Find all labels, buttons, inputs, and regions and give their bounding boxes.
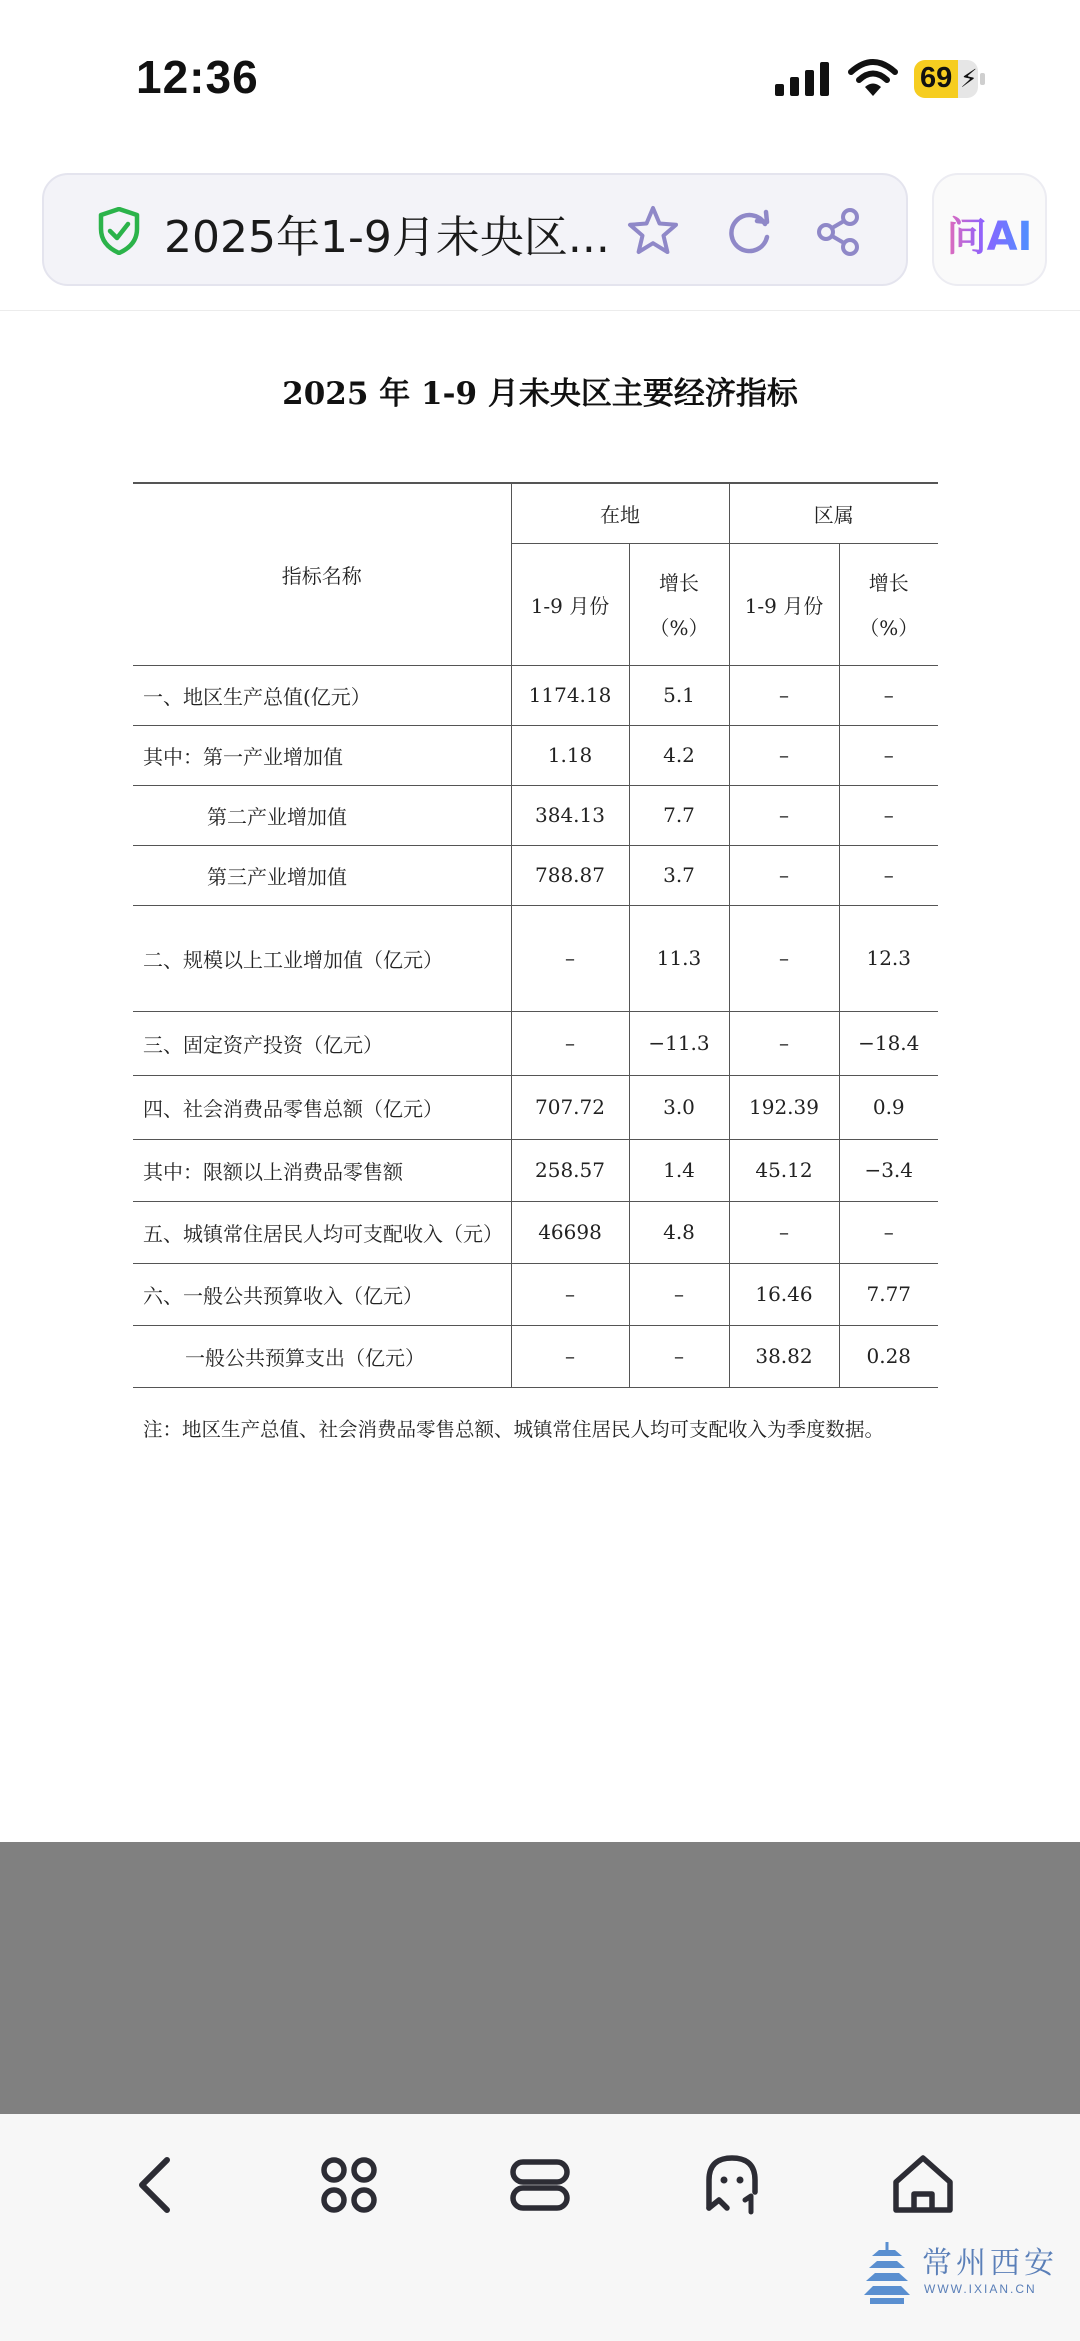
local-value-cell: –: [511, 905, 629, 1011]
local-growth-cell: −11.3: [629, 1011, 729, 1075]
district-value-cell: –: [729, 785, 839, 845]
district-value-cell: –: [729, 1201, 839, 1263]
district-value-cell: 192.39: [729, 1075, 839, 1139]
indicator-name-cell: 六、一般公共预算收入（亿元）: [133, 1263, 511, 1325]
address-bar[interactable]: [42, 173, 908, 286]
district-growth-cell: –: [839, 785, 938, 845]
local-growth-cell: 3.7: [629, 845, 729, 905]
local-value-cell: 788.87: [511, 845, 629, 905]
watermark-cn: 常州西安: [922, 2246, 1058, 2281]
back-icon[interactable]: [122, 2150, 192, 2220]
table-row: [133, 1139, 938, 1201]
watermark-en: WWW.IXIAN.CN: [924, 2282, 1037, 2296]
district-growth-cell: –: [839, 1201, 938, 1263]
district-value-cell: –: [729, 725, 839, 785]
district-growth-cell: –: [839, 665, 938, 725]
district-growth-cell: 12.3: [839, 905, 938, 1011]
table-footnote: 注：地区生产总值、社会消费品零售总额、城镇常住居民人均可支配收入为季度数据。: [143, 1418, 885, 1441]
security-shield-icon: [98, 207, 140, 255]
status-bar: [0, 0, 1080, 150]
local-growth-cell: 4.8: [629, 1201, 729, 1263]
table-row: [133, 785, 938, 845]
indicator-name-cell: 一般公共预算支出（亿元）: [133, 1325, 511, 1387]
indicator-name-cell: 第三产业增加值: [133, 845, 511, 905]
table-row: [133, 725, 938, 785]
district-value-cell: 38.82: [729, 1325, 839, 1387]
indicator-name-cell: 四、社会消费品零售总额（亿元）: [133, 1075, 511, 1139]
header-local-period: 1-9 月份: [511, 543, 629, 665]
district-value-cell: 45.12: [729, 1139, 839, 1201]
district-growth-cell: −3.4: [839, 1139, 938, 1201]
table-row: [133, 1075, 938, 1139]
local-growth-cell: 1.4: [629, 1139, 729, 1201]
document-title: 2025 年 1-9 月未央区主要经济指标: [282, 376, 798, 412]
local-value-cell: 1.18: [511, 725, 629, 785]
local-value-cell: –: [511, 1011, 629, 1075]
star-bookmark-icon[interactable]: [626, 205, 680, 257]
tabs-icon[interactable]: [505, 2150, 575, 2220]
district-value-cell: –: [729, 1011, 839, 1075]
share-icon[interactable]: [814, 207, 864, 257]
indicator-name-cell: 第二产业增加值: [133, 785, 511, 845]
table-row: [133, 1325, 938, 1387]
header-indicator-name: 指标名称: [133, 483, 511, 665]
reload-icon[interactable]: [724, 207, 774, 257]
district-value-cell: –: [729, 845, 839, 905]
local-growth-cell: 3.0: [629, 1075, 729, 1139]
local-value-cell: 46698: [511, 1201, 629, 1263]
local-growth-cell: 11.3: [629, 905, 729, 1011]
charging-bolt-icon: ⚡: [960, 64, 978, 93]
apps-icon[interactable]: [314, 2150, 384, 2220]
indicator-name-cell: 五、城镇常住居民人均可支配收入（元）: [133, 1201, 511, 1263]
table-row: [133, 905, 938, 1011]
pagoda-logo-icon: [862, 2240, 912, 2306]
district-value-cell: 16.46: [729, 1263, 839, 1325]
table-row: [133, 1201, 938, 1263]
page-title[interactable]: 2025年1-9月未央区...: [164, 212, 610, 263]
district-growth-cell: –: [839, 725, 938, 785]
cellular-signal-icon: [775, 62, 831, 96]
local-value-cell: 1174.18: [511, 665, 629, 725]
local-growth-cell: –: [629, 1325, 729, 1387]
local-value-cell: –: [511, 1325, 629, 1387]
header-group-local: 在地: [511, 483, 729, 543]
indicator-name-cell: 一、地区生产总值(亿元）: [133, 665, 511, 725]
local-value-cell: 707.72: [511, 1075, 629, 1139]
district-growth-cell: 0.28: [839, 1325, 938, 1387]
local-value-cell: 258.57: [511, 1139, 629, 1201]
district-value-cell: –: [729, 665, 839, 725]
status-time: 12:36: [136, 51, 259, 103]
header-district-period: 1-9 月份: [729, 543, 839, 665]
home-icon[interactable]: [888, 2150, 958, 2220]
district-growth-cell: 7.77: [839, 1263, 938, 1325]
header-group-district: 区属: [729, 483, 938, 543]
indicator-name-cell: 三、固定资产投资（亿元）: [133, 1011, 511, 1075]
indicator-name-cell: 其中：限额以上消费品零售额: [133, 1139, 511, 1201]
wifi-icon: [848, 58, 898, 98]
header-district-growth: 增长 （%）: [839, 543, 938, 665]
table-row: [133, 1011, 938, 1075]
header-local-growth: 增长 （%）: [629, 543, 729, 665]
local-value-cell: 384.13: [511, 785, 629, 845]
local-value-cell: –: [511, 1263, 629, 1325]
battery-percentage: 69: [920, 62, 953, 94]
assistant-icon[interactable]: [697, 2150, 767, 2220]
local-growth-cell: 5.1: [629, 665, 729, 725]
table-row: [133, 845, 938, 905]
local-growth-cell: 7.7: [629, 785, 729, 845]
indicator-name-cell: 其中：第一产业增加值: [133, 725, 511, 785]
district-growth-cell: 0.9: [839, 1075, 938, 1139]
divider: [0, 310, 1080, 311]
battery-indicator: [914, 60, 986, 98]
indicator-name-cell: 二、规模以上工业增加值（亿元）: [133, 905, 511, 1011]
local-growth-cell: –: [629, 1263, 729, 1325]
ask-ai-label: 问AI: [934, 205, 1045, 262]
watermark: [862, 2236, 1062, 2316]
economic-indicators-table: [133, 482, 938, 1388]
table-row: [133, 665, 938, 725]
district-value-cell: –: [729, 905, 839, 1011]
table-row: [133, 1263, 938, 1325]
local-growth-cell: 4.2: [629, 725, 729, 785]
ask-ai-button[interactable]: [932, 173, 1047, 286]
district-growth-cell: −18.4: [839, 1011, 938, 1075]
district-growth-cell: –: [839, 845, 938, 905]
blank-gray-area: [0, 1842, 1080, 2114]
